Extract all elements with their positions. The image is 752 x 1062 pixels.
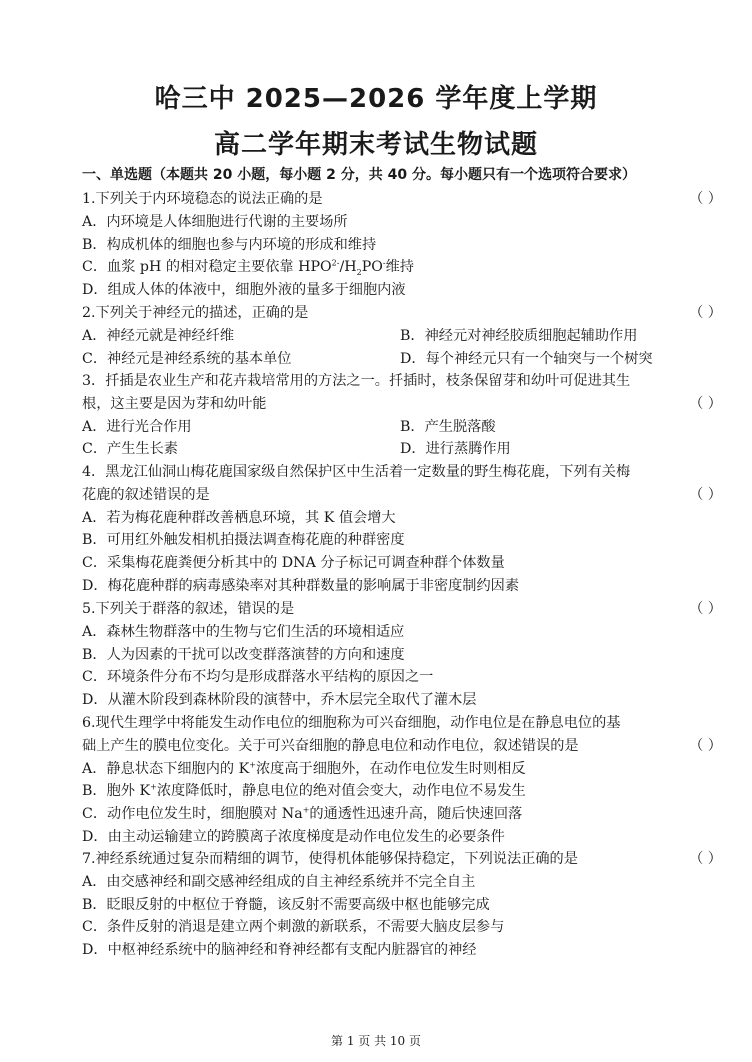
answer-parenthesis: （ ） xyxy=(689,737,722,754)
option-b: B．神经元对神经胶质细胞起辅助作用 xyxy=(400,327,638,344)
option-a: A．由交感神经和副交感神经组成的自主神经系统并不完全自主 xyxy=(82,873,476,890)
option-b: B．可用红外触发相机拍摄法调查梅花鹿的种群密度 xyxy=(82,532,405,549)
answer-parenthesis: （ ） xyxy=(689,395,722,412)
option-c: C．条件反射的消退是建立两个刺激的新联系，不需要大脑皮层参与 xyxy=(82,919,505,936)
question-4 xyxy=(82,461,722,598)
question-3 xyxy=(82,370,722,461)
option-a: A．进行光合作用 xyxy=(82,418,192,435)
page-footer: 第 1 页 共 10 页 xyxy=(331,1034,421,1048)
question-stem-cont: 花鹿的叙述错误的是 xyxy=(82,486,210,503)
option-d: D．进行蒸腾作用 xyxy=(400,441,511,458)
question-5 xyxy=(82,598,722,712)
option-d: D．每个神经元只有一个轴突与一个树突 xyxy=(400,350,653,367)
exam-title-line1: 哈三中 2025—2026 学年度上学期 xyxy=(154,84,598,114)
option-b: B．胞外 K+浓度降低时，静息电位的绝对值会变大，动作电位不易发生 xyxy=(82,782,526,800)
question-stem: 5.下列关于群落的叙述，错误的是 xyxy=(82,601,295,617)
option-a: A．内环境是人体细胞进行代谢的主要场所 xyxy=(82,213,348,230)
answer-parenthesis: （ ） xyxy=(689,305,722,321)
question-stem: 6.现代生理学中将能发生动作电位的细胞称为可兴奋细胞，动作电位是在静息电位的基 xyxy=(82,715,621,731)
option-b: B．眨眼反射的中枢位于脊髓，该反射不需要高级中枢也能够完成 xyxy=(82,896,490,913)
option-a: A．森林生物群落中的生物与它们生活的环境相适应 xyxy=(82,623,405,640)
option-d: D．中枢神经系统中的脑神经和脊神经都有支配内脏器官的神经 xyxy=(82,942,477,959)
option-b: B．构成机体的细胞也参与内环境的形成和维持 xyxy=(82,236,377,253)
option-d: D．从灌木阶段到森林阶段的演替中，乔木层完全取代了灌木层 xyxy=(82,692,477,709)
question-stem: 1.下列关于内环境稳态的说法正确的是 xyxy=(82,191,323,207)
question-stem: 3．扦插是农业生产和花卉栽培常用的方法之一。扦插时，枝条保留芽和幼叶可促进其生 xyxy=(82,373,631,389)
option-a: A．若为梅花鹿种群改善栖息环境，其 K 值会增大 xyxy=(82,509,396,526)
option-c: C．采集梅花鹿粪便分析其中的 DNA 分子标记可调查种群个体数量 xyxy=(82,555,505,572)
option-b: B．人为因素的干扰可以改变群落演替的方向和速度 xyxy=(82,646,405,663)
section-heading: 一、单选题（本题共 20 小题，每小题 2 分，共 40 分。每小题只有一个选项符合要求） xyxy=(82,167,636,183)
question-stem: 4．黑龙江仙洞山梅花鹿国家级自然保护区中生活着一定数量的野生梅花鹿，下列有关梅 xyxy=(82,464,631,480)
option-b: B．产生脱落酸 xyxy=(400,418,496,435)
question-stem-cont: 根，这主要是因为芽和幼叶能 xyxy=(82,395,267,412)
option-c: C．产生生长素 xyxy=(82,441,178,458)
question-2 xyxy=(82,302,722,370)
option-c: C．环境条件分布不均匀是形成群落水平结构的原因之一 xyxy=(82,669,434,686)
answer-parenthesis: （ ） xyxy=(689,601,722,617)
option-c: C．神经元是神经系统的基本单位 xyxy=(82,350,292,367)
exam-title-line2: 高二学年期末考试生物试题 xyxy=(213,130,538,160)
option-d: D．梅花鹿种群的病毒感染率对其种群数量的影响属于非密度制约因素 xyxy=(82,577,520,594)
option-c: C．动作电位发生时，细胞膜对 Na+的通透性迅速升高，随后快速回落 xyxy=(82,805,523,823)
option-a: A．神经元就是神经纤维 xyxy=(82,327,235,344)
option-d: D．由主动运输建立的跨膜离子浓度梯度是动作电位发生的必要条件 xyxy=(82,828,505,845)
question-7 xyxy=(82,848,722,962)
answer-parenthesis: （ ） xyxy=(689,851,722,867)
option-a: A．静息状态下细胞内的 K+浓度高于细胞外，在动作电位发生时则相反 xyxy=(82,759,526,777)
question-stem: 2.下列关于神经元的描述，正确的是 xyxy=(82,305,309,321)
question-1 xyxy=(82,188,722,302)
answer-parenthesis: （ ） xyxy=(689,486,722,503)
option-d: D．组成人体的体液中，细胞外液的量多于细胞内液 xyxy=(82,282,406,299)
question-6 xyxy=(82,712,722,849)
option-c: C．血浆 pH 的相对稳定主要依靠 $HPO^{2-}/H_2PO^-$维持 xyxy=(82,258,414,278)
question-stem: 7.神经系统通过复杂而精细的调节，使得机体能够保持稳定，下列说法正确的是 xyxy=(82,851,578,867)
answer-parenthesis: （ ） xyxy=(689,191,722,207)
question-stem-cont: 础上产生的膜电位变化。关于可兴奋细胞的静息电位和动作电位，叙述错误的是 xyxy=(82,737,579,754)
